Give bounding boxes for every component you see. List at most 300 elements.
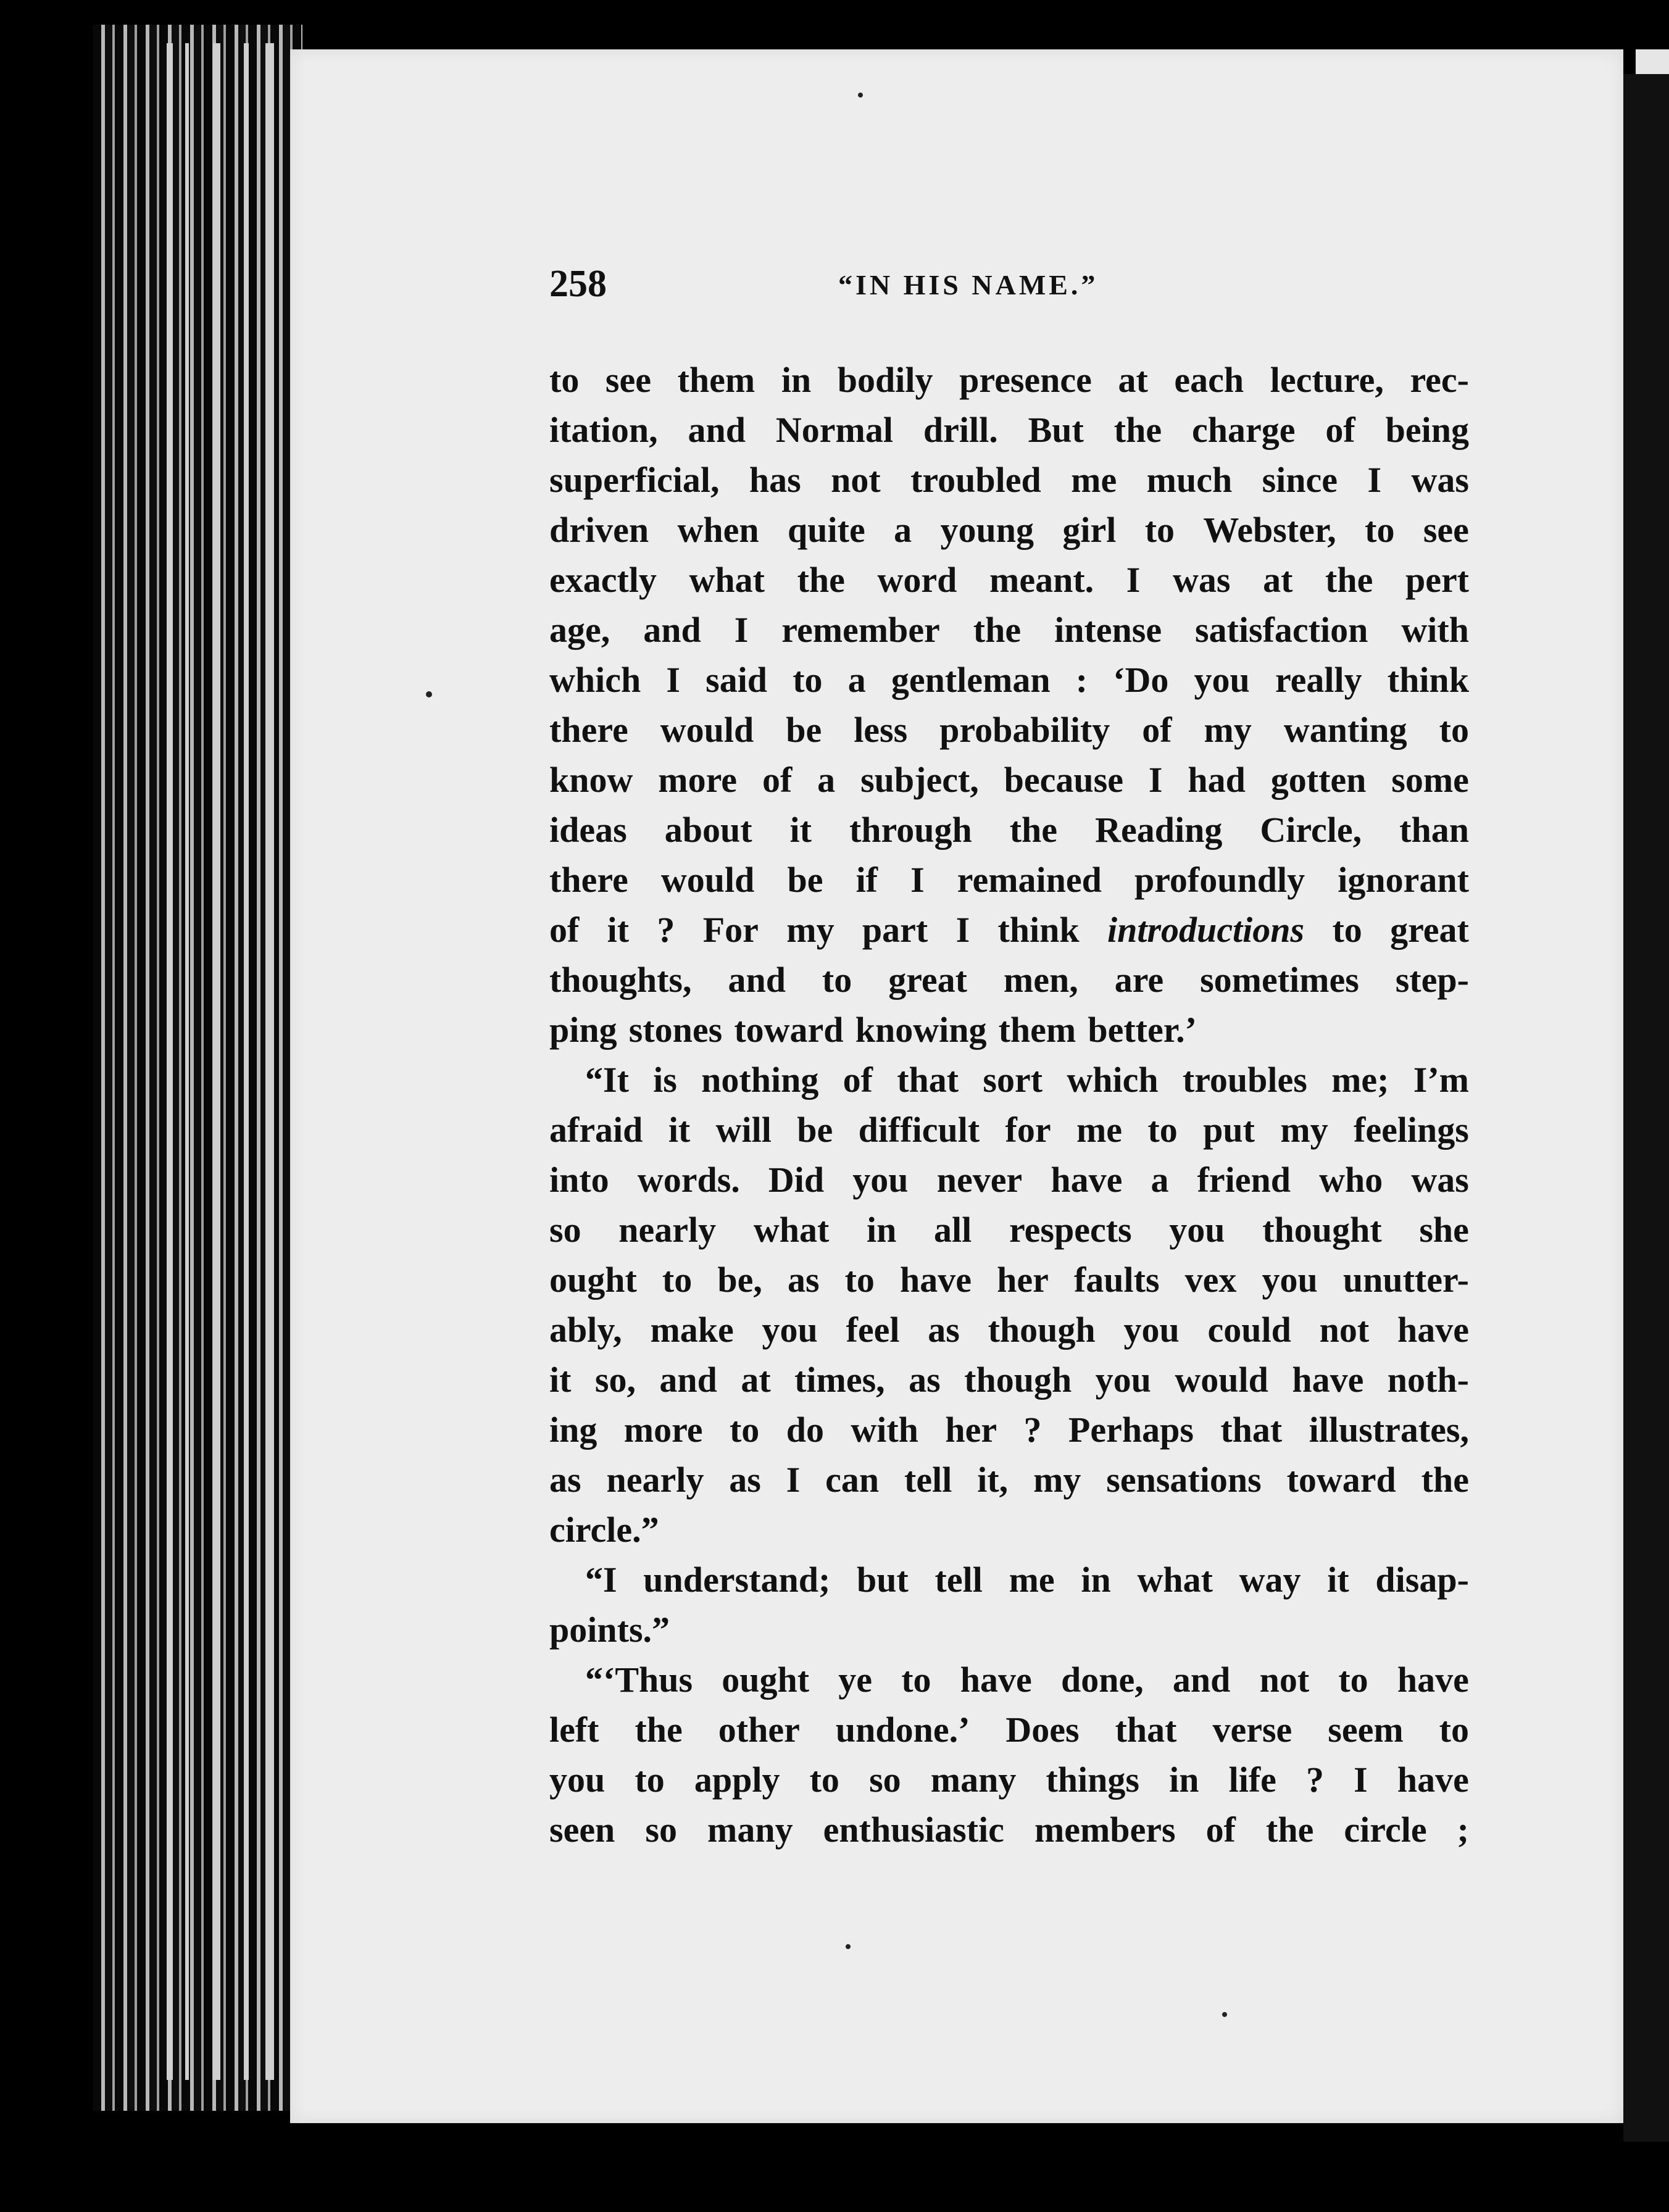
word: I (786, 1460, 801, 1500)
word: apply (694, 1760, 780, 1800)
word: some (1391, 760, 1469, 800)
word: pert (1405, 560, 1469, 600)
word: girl (1062, 510, 1117, 550)
word: drill. (923, 410, 998, 450)
word: profoundly (1134, 860, 1305, 900)
word: me (1071, 460, 1117, 500)
word: what (1137, 1560, 1213, 1600)
word: other (718, 1710, 800, 1750)
text-line (549, 355, 1469, 405)
word: more (658, 760, 738, 800)
text-line (549, 555, 1469, 605)
word: think (1387, 660, 1469, 700)
word: troubles (1182, 1060, 1307, 1100)
word: “It (585, 1060, 629, 1100)
word: being (1385, 410, 1469, 450)
word: I (1126, 560, 1141, 600)
word: friend (1197, 1160, 1291, 1200)
text-line (549, 1655, 1469, 1705)
word: do (786, 1410, 824, 1450)
page-edge-strip (167, 43, 173, 2080)
word: more (623, 1410, 703, 1450)
word: but (857, 1560, 909, 1600)
word: disap- (1375, 1560, 1469, 1600)
word: ye (838, 1660, 873, 1700)
word: me; (1331, 1060, 1389, 1100)
page-edge-strip (213, 43, 220, 2080)
word: was (1172, 560, 1231, 600)
word: sort (983, 1060, 1043, 1100)
word: to (1439, 1710, 1469, 1750)
word: seem (1328, 1710, 1404, 1750)
word: rec- (1410, 360, 1469, 400)
word: done, (1060, 1660, 1144, 1700)
word: ‘Do (1113, 660, 1169, 700)
page-edge-strip (185, 43, 189, 2080)
text-line (549, 1355, 1469, 1405)
text-line (549, 1105, 1469, 1155)
word: I (1367, 460, 1382, 500)
word: who (1319, 1160, 1383, 1200)
word: think (997, 910, 1080, 950)
text-line (549, 805, 1469, 855)
word: make (650, 1310, 734, 1350)
word: less (854, 710, 908, 750)
word: ? (1023, 1410, 1042, 1450)
word: the (635, 1710, 683, 1750)
word: exactly (549, 560, 657, 600)
word: have (960, 1660, 1032, 1700)
word: me (1009, 1560, 1055, 1600)
word: see (605, 360, 651, 400)
word: has (749, 460, 801, 500)
word: be (797, 1110, 833, 1150)
word: verse (1212, 1710, 1292, 1750)
word: you (549, 1760, 606, 1800)
word: the (1325, 560, 1373, 600)
word: that (1220, 1410, 1283, 1450)
word: put (1203, 1110, 1255, 1150)
text-line (549, 855, 1469, 905)
word: it (668, 1110, 691, 1150)
word: ing (549, 1410, 597, 1450)
word: really (1275, 660, 1362, 700)
page-edge-strip (265, 43, 274, 2080)
word: to (809, 1760, 839, 1800)
word: at (741, 1360, 771, 1400)
word: toward (734, 1010, 844, 1050)
word: her (997, 1260, 1049, 1300)
word: my (1033, 1460, 1081, 1500)
word: the (797, 560, 845, 600)
word: quite (788, 510, 865, 550)
word: in (1169, 1760, 1199, 1800)
word: ; (1457, 1810, 1469, 1850)
text-line (549, 1305, 1469, 1355)
word: life (1228, 1760, 1276, 1800)
word: be (786, 710, 822, 750)
word: through (849, 810, 972, 850)
word: the (1421, 1460, 1469, 1500)
word: to (549, 360, 580, 400)
word: to (1365, 510, 1395, 550)
word: circle (1344, 1810, 1427, 1850)
word: sensations (1106, 1460, 1262, 1500)
word: to (1338, 1660, 1368, 1700)
word: it (549, 1360, 572, 1400)
word: superficial, (549, 460, 720, 500)
word: nothing (701, 1060, 819, 1100)
word: illustrates, (1309, 1410, 1469, 1450)
word: young (940, 510, 1034, 550)
word: things (1046, 1760, 1139, 1800)
word: a (817, 760, 836, 800)
word: see (1423, 510, 1469, 550)
word: satisfaction (1195, 610, 1368, 650)
word: her (945, 1410, 997, 1450)
word: the (973, 610, 1022, 650)
word: when (677, 510, 759, 550)
word: can (825, 1460, 880, 1500)
word: in (1081, 1560, 1111, 1600)
word: that (897, 1060, 959, 1100)
word: words. (637, 1160, 740, 1200)
paper-speck (426, 691, 432, 697)
word: bodily (837, 360, 933, 400)
word: to (1147, 1110, 1178, 1150)
word: probability (939, 710, 1110, 750)
word: was (1411, 1160, 1469, 1200)
text-line (549, 1605, 1469, 1655)
word: not (831, 460, 881, 500)
word: stones (628, 1010, 723, 1050)
text-line (549, 755, 1469, 805)
text-line (549, 605, 1469, 655)
text-line (549, 505, 1469, 555)
word: had (1188, 760, 1246, 800)
text-line (549, 905, 1469, 955)
running-title: “IN HIS NAME.” (838, 269, 1099, 301)
word: would (660, 860, 755, 900)
word: as (549, 1460, 581, 1500)
word: you (1123, 1310, 1180, 1350)
text-line (549, 405, 1469, 455)
word: of (1325, 410, 1355, 450)
word: you (1262, 1260, 1318, 1300)
word: Webster, (1203, 510, 1336, 550)
word: to (1332, 910, 1362, 950)
word: at (1118, 360, 1148, 400)
word: lecture, (1270, 360, 1384, 400)
word: my (1280, 1110, 1328, 1150)
word: have (1397, 1760, 1469, 1800)
word: ought (722, 1660, 810, 1700)
word: troubled (910, 460, 1041, 500)
right-gutter-shadow (1623, 74, 1669, 2142)
word: I (1148, 760, 1163, 800)
word: my (786, 910, 834, 950)
word: with (851, 1410, 918, 1450)
word: it (1327, 1560, 1349, 1600)
word: of (843, 1060, 873, 1100)
word: the (1266, 1810, 1314, 1850)
text-line (549, 1055, 1469, 1105)
word: to (822, 960, 852, 1000)
text-line (549, 1005, 1469, 1055)
word: sometimes (1200, 960, 1359, 1000)
word: which (549, 660, 641, 700)
word: is (653, 1060, 677, 1100)
word: nearly (606, 1460, 704, 1500)
word: you (1095, 1360, 1151, 1400)
word: be, (717, 1260, 762, 1300)
word: toward (1286, 1460, 1396, 1500)
word: of (1205, 1810, 1236, 1850)
word: will (715, 1110, 772, 1150)
word: ? (657, 910, 675, 950)
word: respects (1009, 1210, 1132, 1250)
word: to (1144, 510, 1175, 550)
word: points.” (549, 1610, 670, 1650)
word: so (645, 1810, 677, 1850)
text-line (549, 705, 1469, 755)
paper-speck (846, 1944, 851, 1949)
word: in (866, 1210, 897, 1250)
word: are (1114, 960, 1164, 1000)
word: and (688, 410, 746, 450)
word: enthusiastic (823, 1810, 1004, 1850)
word: of (549, 910, 580, 950)
word: age, (549, 610, 610, 650)
word: circle.” (549, 1510, 659, 1550)
word: step- (1395, 960, 1469, 1000)
word: in (781, 360, 812, 400)
word: But (1028, 410, 1084, 450)
word: you (1169, 1210, 1225, 1250)
word: as (729, 1460, 761, 1500)
word: never (936, 1160, 1023, 1200)
word: tell (934, 1560, 983, 1600)
word: many (707, 1810, 793, 1850)
text-line (549, 1255, 1469, 1305)
word: my (1204, 710, 1252, 750)
word: because (1004, 760, 1123, 800)
paper-speck (858, 93, 863, 98)
word: for (1005, 1110, 1051, 1150)
word: wanting (1283, 710, 1407, 750)
word: as (928, 1310, 960, 1350)
text-line (549, 1205, 1469, 1255)
word: them (998, 1010, 1076, 1050)
text-line (549, 1705, 1469, 1755)
word: ideas (549, 810, 627, 850)
word: to (901, 1660, 931, 1700)
word: Normal (775, 410, 893, 450)
word: not (1319, 1310, 1370, 1350)
word: and (643, 610, 701, 650)
word: there (549, 710, 628, 750)
word: Reading (1095, 810, 1223, 850)
word: what (753, 1210, 830, 1250)
word: she (1419, 1210, 1469, 1250)
word: driven (549, 510, 649, 550)
word: a (847, 660, 866, 700)
word: if (855, 860, 878, 900)
word: tell (904, 1460, 952, 1500)
word: better.’ (1088, 1010, 1197, 1050)
text-line (549, 1455, 1469, 1505)
word: to (844, 1260, 875, 1300)
text-line (549, 655, 1469, 705)
text-line (549, 955, 1469, 1005)
word: to (793, 660, 823, 700)
word: “I (585, 1560, 617, 1600)
word: know (549, 760, 633, 800)
word: have (1397, 1660, 1469, 1700)
word: : (1075, 660, 1088, 700)
word: noth- (1387, 1360, 1469, 1400)
page-number: 258 (549, 263, 607, 305)
word: so, (594, 1360, 636, 1400)
word: it, (977, 1460, 1009, 1500)
text-line (549, 455, 1469, 505)
word: each (1174, 360, 1244, 400)
word: Did (768, 1160, 825, 1200)
word: and (1172, 1660, 1231, 1700)
word: and (728, 960, 786, 1000)
text-line (549, 1805, 1469, 1855)
word: of (1142, 710, 1172, 750)
word: intense (1054, 610, 1162, 650)
text-line (549, 1155, 1469, 1205)
word: much (1146, 460, 1233, 500)
word: have (900, 1260, 972, 1300)
word: members (1034, 1810, 1176, 1850)
word: you (852, 1160, 909, 1200)
word: into (549, 1160, 609, 1200)
word: to (635, 1760, 665, 1800)
word: ping (549, 1010, 617, 1050)
word: so (549, 1210, 581, 1250)
word: I (666, 660, 680, 700)
word: thought (1262, 1210, 1382, 1250)
text-line (549, 1755, 1469, 1805)
word: at (1263, 560, 1293, 600)
word: have (1397, 1310, 1469, 1350)
word: a (894, 510, 912, 550)
word: thoughts, (549, 960, 692, 1000)
word: so (869, 1760, 901, 1800)
word: ? (1306, 1760, 1325, 1800)
word: part (862, 910, 928, 950)
text-line (549, 1555, 1469, 1605)
word: it (607, 910, 630, 950)
word: would (660, 710, 754, 750)
word: presence (959, 360, 1092, 400)
word: said (705, 660, 768, 700)
body-text (549, 355, 1469, 1855)
word: you (1194, 660, 1250, 700)
word: I (1354, 1760, 1368, 1800)
page-header (549, 262, 1475, 312)
word: afraid (549, 1110, 643, 1150)
word: remained (957, 860, 1102, 900)
word: was (1411, 460, 1469, 500)
word: For (702, 910, 759, 950)
word: ignorant (1338, 860, 1469, 900)
word: understand; (643, 1560, 831, 1600)
word: seen (549, 1810, 615, 1850)
word: to (662, 1260, 693, 1300)
word: of (762, 760, 793, 800)
word: meant. (989, 560, 1094, 600)
word: than (1399, 810, 1469, 850)
word: the (1113, 410, 1162, 450)
word: way (1239, 1560, 1301, 1600)
word: great (1390, 910, 1469, 950)
word: nearly (618, 1210, 717, 1250)
word: to (729, 1410, 760, 1450)
word: Perhaps (1068, 1410, 1194, 1450)
word: feel (846, 1310, 900, 1350)
word: many (930, 1760, 1017, 1800)
word: all (934, 1210, 972, 1250)
word: you (762, 1310, 818, 1350)
word: as (909, 1360, 941, 1400)
word: knowing (855, 1010, 987, 1050)
word: vex (1184, 1260, 1237, 1300)
word: faults (1073, 1260, 1160, 1300)
word: Circle, (1260, 810, 1362, 850)
word: a (1151, 1160, 1169, 1200)
word: ought (549, 1260, 637, 1300)
word: which (1067, 1060, 1159, 1100)
word: with (1401, 610, 1469, 650)
word: I’m (1413, 1060, 1469, 1100)
word: “‘Thus (585, 1660, 693, 1700)
word: and (659, 1360, 717, 1400)
word: I (955, 910, 970, 950)
word: left (549, 1710, 599, 1750)
word: gotten (1270, 760, 1367, 800)
word: charge (1191, 410, 1296, 450)
word: to (1439, 710, 1469, 750)
word: I (734, 610, 749, 650)
text-line (549, 1405, 1469, 1455)
word: it (789, 810, 812, 850)
word: I (910, 860, 925, 900)
word: as (787, 1260, 820, 1300)
word: feelings (1354, 1110, 1469, 1150)
word: great (888, 960, 967, 1000)
word: about (664, 810, 752, 850)
word: them (677, 360, 755, 400)
word: difficult (858, 1110, 980, 1150)
italic-word: introductions (1107, 910, 1305, 950)
page-edge-strip (244, 43, 249, 2080)
word: unutter- (1342, 1260, 1469, 1300)
word: be (787, 860, 823, 900)
word: what (689, 560, 765, 600)
word: subject, (860, 760, 979, 800)
word: Does (1005, 1710, 1080, 1750)
word: though (988, 1310, 1096, 1350)
word: undone.’ (835, 1710, 970, 1750)
word: not (1259, 1660, 1310, 1700)
word: would (1175, 1360, 1268, 1400)
word: have (1292, 1360, 1364, 1400)
word: the (1009, 810, 1058, 850)
